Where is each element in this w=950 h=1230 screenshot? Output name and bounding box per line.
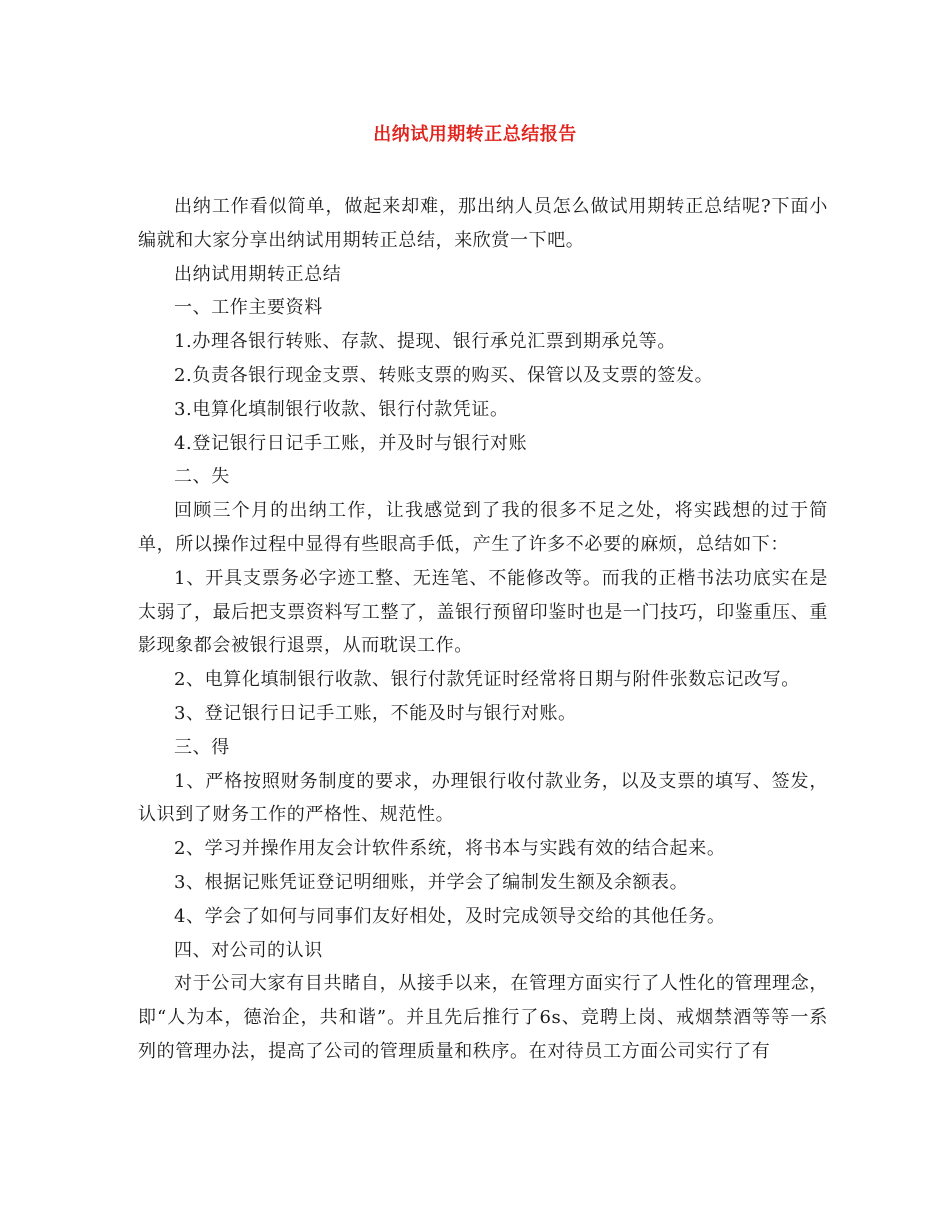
paragraph: 回顾三个月的出纳工作，让我感觉到了我的很多不足之处，将实践想的过于简单，所以操作过程中显得有些眼高手低，产生了许多不必要的麻烦，总结如下： [138,500,828,555]
list-item: 1、开具支票务必字迹工整、无连笔、不能修改等。而我的正楷书法功底实在是太弱了，最后把支票资料写工整了，盖银行预留印鉴时也是一门技巧，印鉴重压、重影现象都会被银行退票，从而耽误工作。 [138,567,828,657]
paragraph-intro: 出纳工作看似简单，做起来却难，那出纳人员怎么做试用期转正总结呢?下面小编就和大家分享出纳试用期转正总结，来欣赏一下吧。 [138,196,828,251]
list-item: 1、严格按照财务制度的要求，办理银行收付款业务，以及支票的填写、签发，认识到了财务工作的严格性、规范性。 [138,770,828,826]
paragraph: 对于公司大家有目共睹自，从接手以来，在管理方面实行了人性化的管理理念，即“人为本，德治企，共和谐”。并且先后推行了6s、竞聘上岗、戒烟禁酒等等一系列的管理办法，提高了公司的管理质量和秩序。在对待员工方面公司实行了有 [138,973,828,1062]
list-item: 1.办理各银行转账、存款、提现、银行承兑汇票到期承兑等。 [174,331,676,353]
section-heading-gain: 三、得 [174,736,230,758]
paragraph-subtitle: 出纳试用期转正总结 [174,263,342,285]
list-item: 3、登记银行日记手工账，不能及时与银行对账。 [174,702,577,724]
document-title: 出纳试用期转正总结报告 [373,124,577,145]
list-item: 2.负责各银行现金支票、转账支票的购买、保管以及支票的签发。 [174,364,714,386]
list-item: 2、学习并操作用友会计软件系统，将书本与实践有效的结合起来。 [174,838,726,860]
list-item: 3.电算化填制银行收款、银行付款凭证。 [174,398,509,420]
list-item: 3、根据记账凭证登记明细账，并学会了编制发生额及余额表。 [174,871,689,893]
list-item: 4、学会了如何与同事们友好相处，及时完成领导交给的其他任务。 [174,905,726,927]
list-item: 2、电算化填制银行收款、银行付款凭证时经常将日期与附件张数忘记改写。 [174,669,800,691]
list-item: 4.登记银行日记手工账，并及时与银行对账 [174,432,528,454]
document-body [138,190,828,1069]
section-heading-work: 一、工作主要资料 [174,297,323,319]
section-heading-loss: 二、失 [174,466,230,488]
section-heading-company: 四、对公司的认识 [174,939,323,961]
